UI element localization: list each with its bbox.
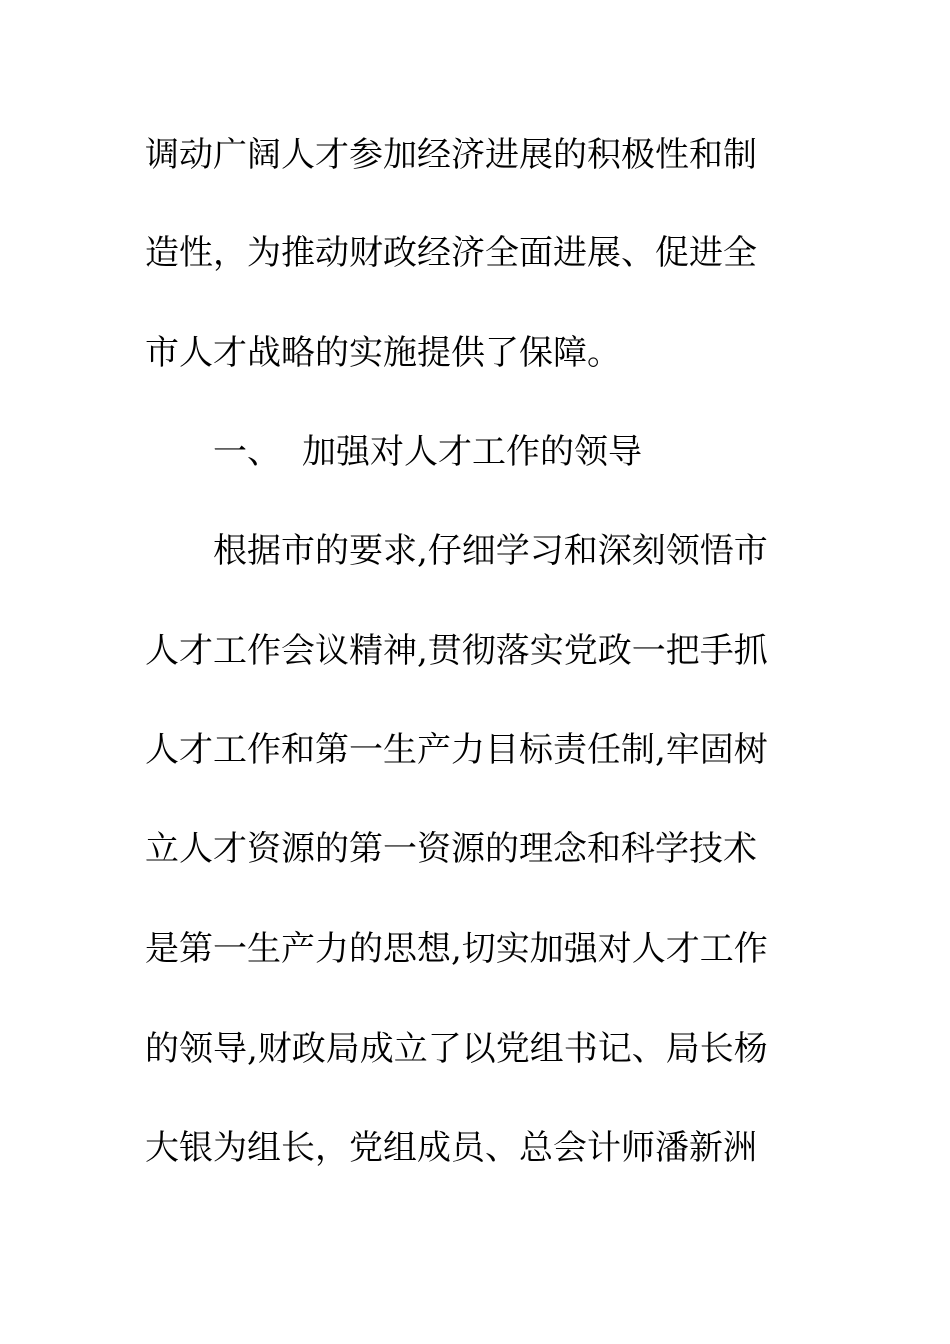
body-line-6: 的领导,财政局成立了以党组书记、局长杨 bbox=[145, 1029, 768, 1069]
intro-line-3: 市人才战略的实施提供了保障。 bbox=[145, 333, 621, 373]
section-number: 一、 bbox=[213, 432, 281, 472]
intro-line-1: 调动广阔人才参加经济进展的积极性和制 bbox=[145, 135, 757, 175]
intro-line-2: 造性，为推动财政经济全面进展、促进全 bbox=[145, 233, 757, 273]
section-title: 加强对人才工作的领导 bbox=[302, 432, 642, 472]
body-line-4: 立人才资源的第一资源的理念和科学技术 bbox=[145, 829, 757, 869]
body-line-2: 人才工作会议精神,贯彻落实党政一把手抓 bbox=[145, 631, 768, 671]
body-line-3: 人才工作和第一生产力目标责任制,牢固树 bbox=[145, 730, 768, 770]
body-line-7: 大银为组长，党组成员、总会计师潘新洲 bbox=[145, 1128, 757, 1168]
body-line-5: 是第一生产力的思想,切实加强对人才工作 bbox=[145, 929, 768, 969]
body-line-1: 根据市的要求,仔细学习和深刻领悟市 bbox=[213, 531, 768, 571]
